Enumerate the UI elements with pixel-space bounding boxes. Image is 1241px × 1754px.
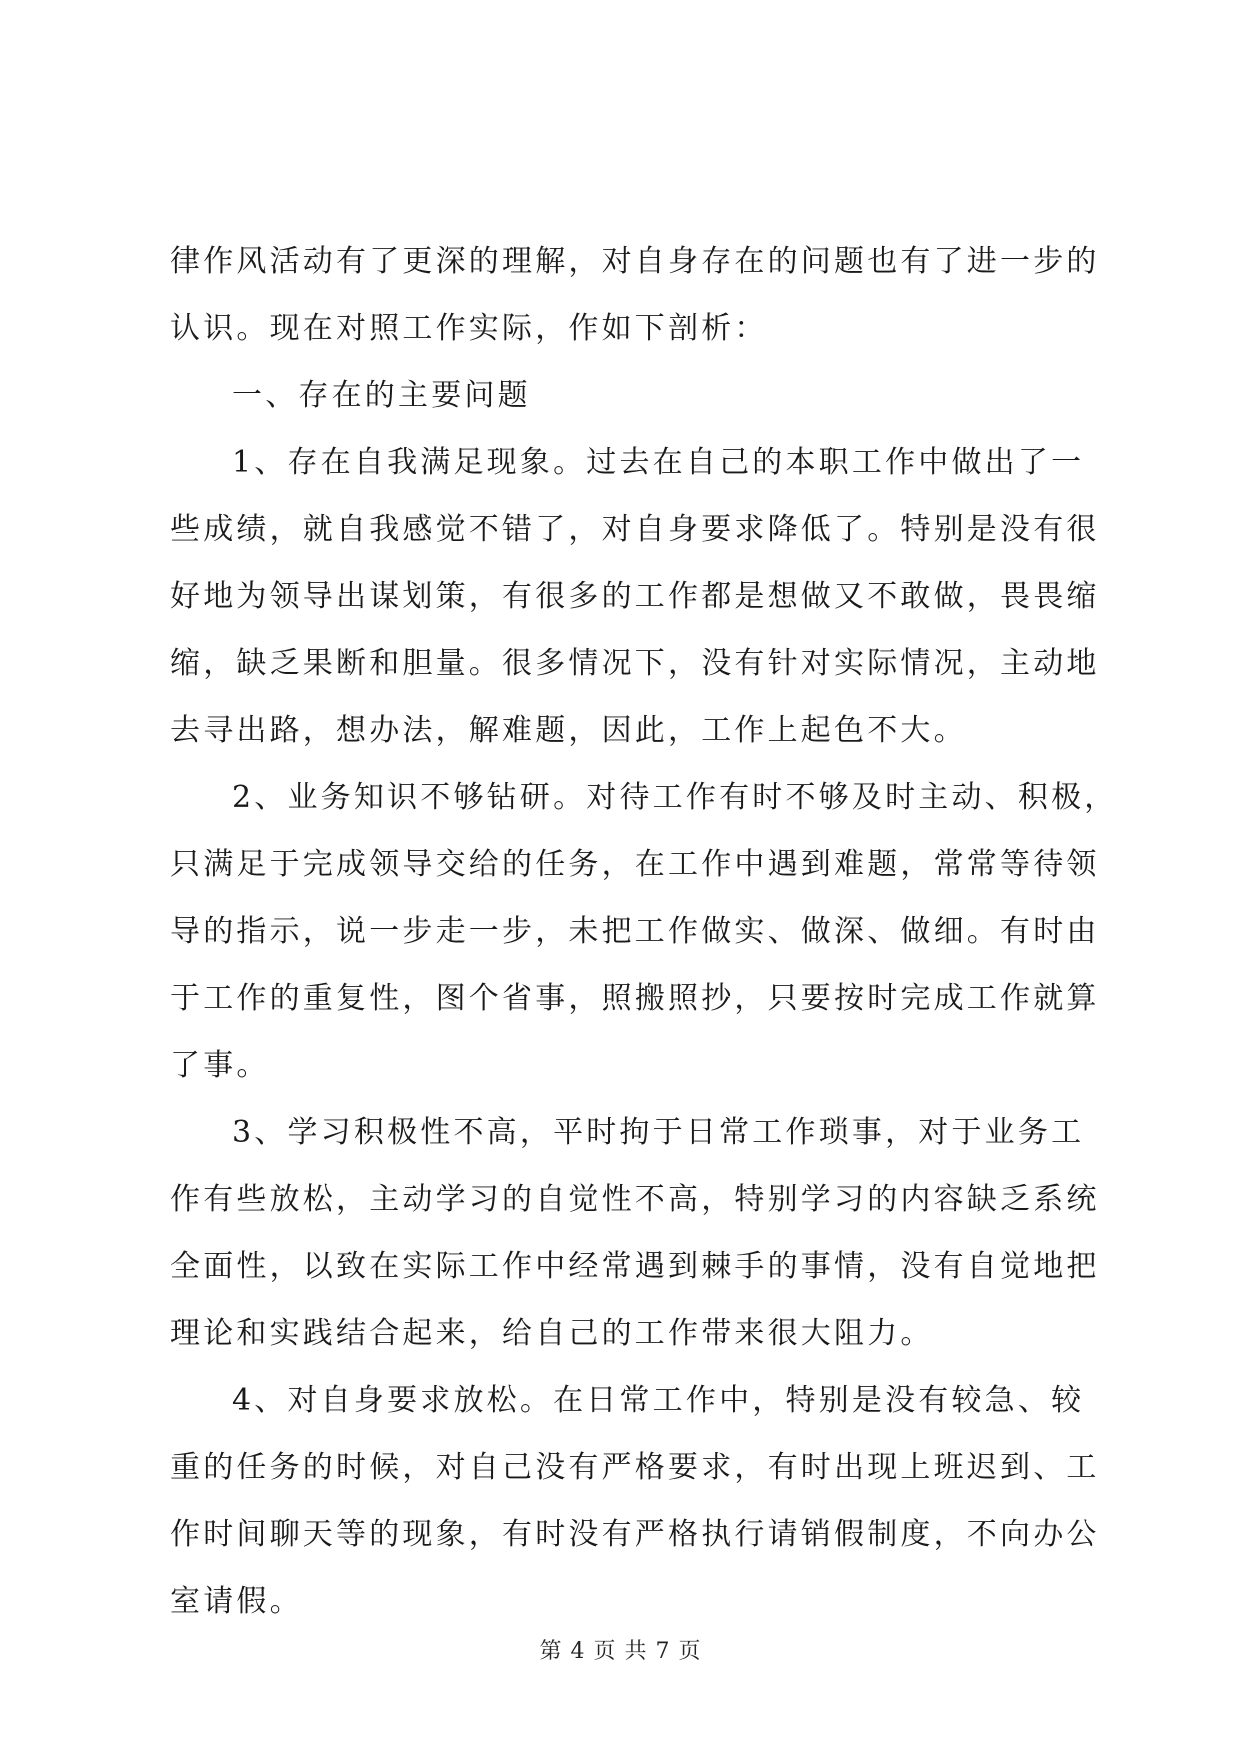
text-line: 理论和实践结合起来，给自己的工作带来很大阻力。 xyxy=(170,1316,934,1351)
text-line: 1、存在自我满足现象。过去在自己的本职工作中做出了一 xyxy=(232,445,1085,480)
text-line: 去寻出路，想办法，解难题，因此，工作上起色不大。 xyxy=(170,713,967,748)
text-line: 些成绩，就自我感觉不错了，对自身要求降低了。特别是没有很 xyxy=(170,512,1100,547)
document-body xyxy=(170,228,1118,1635)
text-line: 全面性，以致在实际工作中经常遇到棘手的事情，没有自觉地把 xyxy=(170,1249,1100,1284)
text-line: 作时间聊天等的现象，有时没有严格执行请销假制度，不向办公 xyxy=(170,1517,1100,1552)
text-line: 了事。 xyxy=(170,1048,270,1083)
text-line: 导的指示，说一步走一步，未把工作做实、做深、做细。有时由 xyxy=(170,914,1100,949)
text-line: 律作风活动有了更深的理解，对自身存在的问题也有了进一步的 xyxy=(170,244,1100,279)
text-line: 4、对自身要求放松。在日常工作中，特别是没有较急、较 xyxy=(232,1383,1085,1418)
text-line: 认识。现在对照工作实际，作如下剖析： xyxy=(170,311,768,346)
page-number-footer: 第 4 页 共 7 页 xyxy=(539,1639,702,1664)
text-line: 缩，缺乏果断和胆量。很多情况下，没有针对实际情况，主动地 xyxy=(170,646,1100,681)
text-line: 于工作的重复性，图个省事，照搬照抄，只要按时完成工作就算 xyxy=(170,981,1100,1016)
text-line: 作有些放松，主动学习的自觉性不高，特别学习的内容缺乏系统 xyxy=(170,1182,1100,1217)
text-line: 只满足于完成领导交给的任务，在工作中遇到难题，常常等待领 xyxy=(170,847,1100,882)
text-line: 室请假。 xyxy=(170,1584,303,1619)
text-line: 重的任务的时候，对自己没有严格要求，有时出现上班迟到、工 xyxy=(170,1450,1100,1485)
text-line: 好地为领导出谋划策，有很多的工作都是想做又不敢做，畏畏缩 xyxy=(170,579,1100,614)
text-line: 3、学习积极性不高，平时拘于日常工作琐事，对于业务工 xyxy=(232,1115,1085,1150)
text-line: 2、业务知识不够钻研。对待工作有时不够及时主动、积极， xyxy=(232,780,1118,815)
section-heading: 一、存在的主要问题 xyxy=(232,378,531,413)
